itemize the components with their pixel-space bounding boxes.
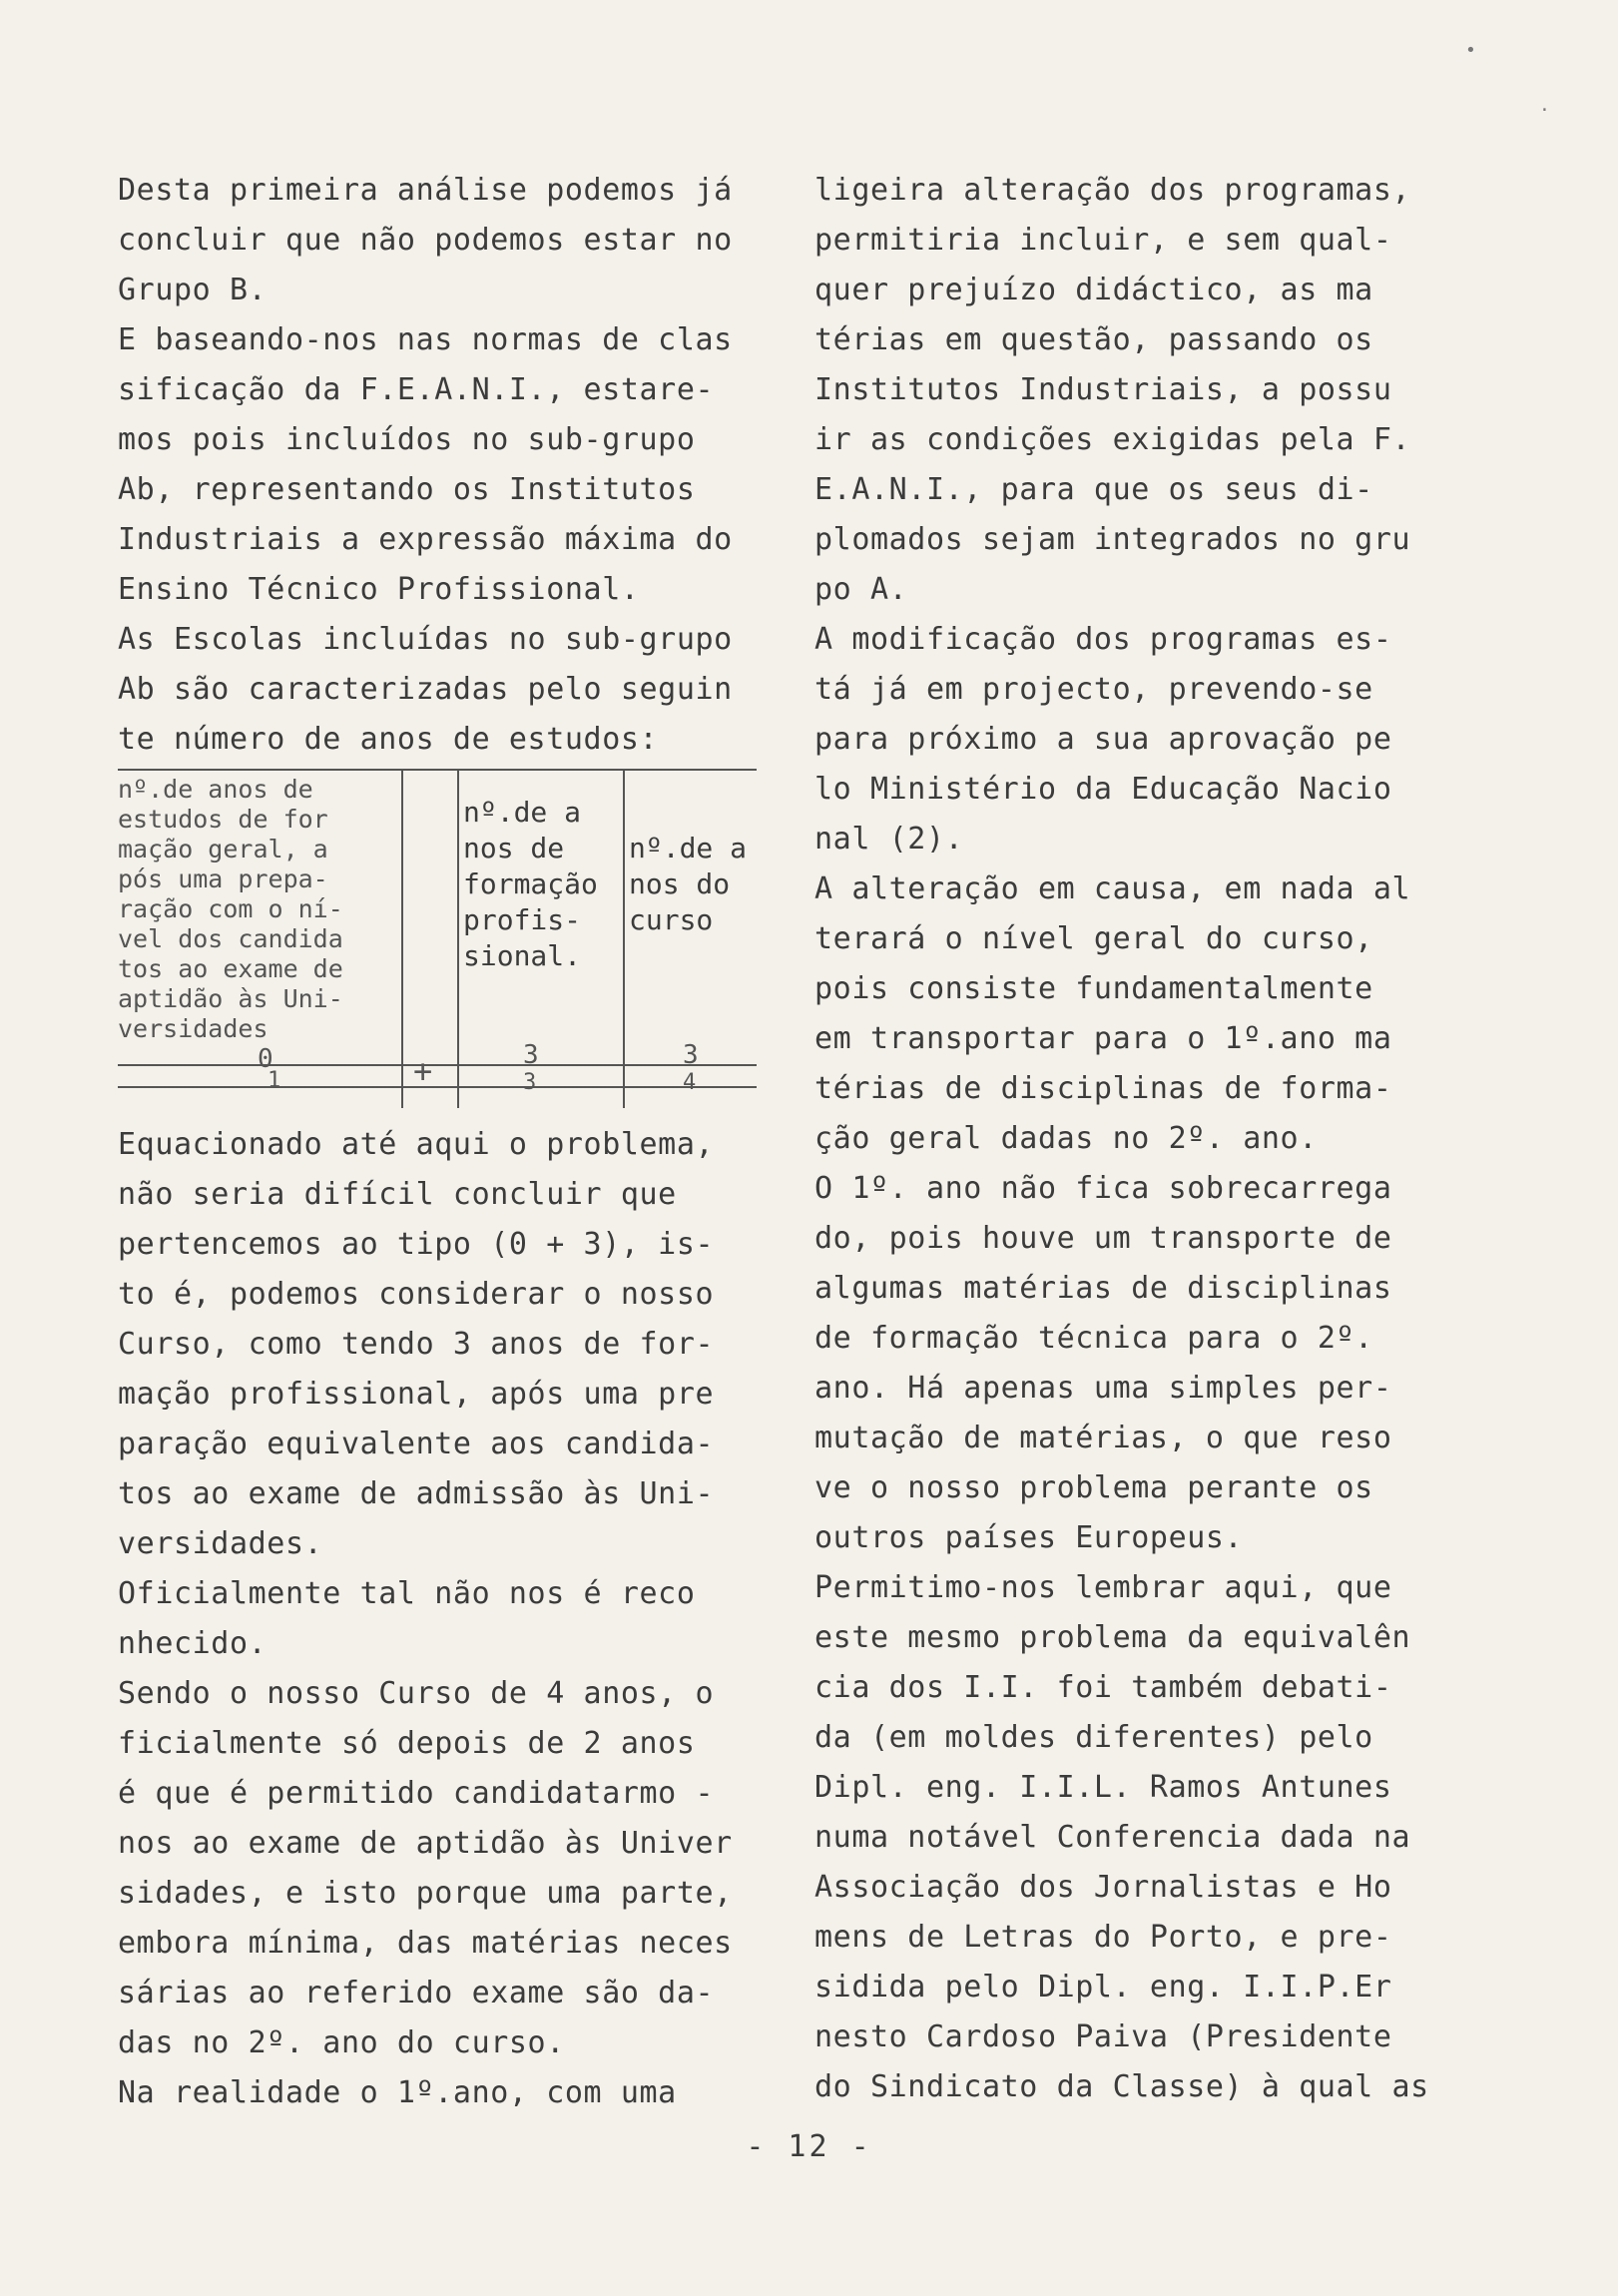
text-line: é que é permitido candidatarmo - [118, 1776, 715, 1811]
text-line: mação profissional, após uma pre [118, 1377, 715, 1412]
text-line: ficialmente só depois de 2 anos [118, 1726, 696, 1761]
text-line: E.A.N.I., para que os seus di- [814, 472, 1373, 507]
text-line: do, pois houve um transporte de [814, 1221, 1392, 1256]
text-line: paração equivalente aos candida- [118, 1427, 715, 1461]
text-line: mens de Letras do Porto, e pre- [814, 1920, 1392, 1955]
text-line: Institutos Industriais, a possu [814, 372, 1392, 407]
text-line: numa notável Conferencia dada na [814, 1820, 1411, 1855]
text-line: Ab, representando os Institutos [118, 472, 696, 507]
text-line: térias de disciplinas de forma- [814, 1071, 1392, 1106]
table-col-divider-1 [401, 769, 403, 1108]
text-line: tos ao exame de admissão às Uni- [118, 1476, 715, 1511]
text-line: outros países Europeus. [814, 1520, 1244, 1555]
right-column [814, 166, 1453, 2112]
text-line: mutação de matérias, o que reso [814, 1421, 1392, 1455]
text-line: lo Ministério da Educação Nacio [814, 772, 1392, 807]
text-line: ção geral dadas no 2º. ano. [814, 1121, 1318, 1156]
text-line: sárias ao referido exame são da- [118, 1976, 715, 2010]
table-cell-general-1: 1 [268, 1068, 281, 1093]
text-line: Curso, como tendo 3 anos de for- [118, 1327, 715, 1362]
table-cell-course-3: 3 [683, 1040, 699, 1070]
text-line: da (em moldes diferentes) pelo [814, 1720, 1373, 1755]
table-cell-professional-3b: 3 [523, 1070, 537, 1095]
table-header-professional-years: nº.de a nos de formação profis- sional. [463, 796, 598, 972]
text-line: mos pois incluídos no sub-grupo [118, 422, 696, 457]
text-line: ligeira alteração dos programas, [814, 173, 1411, 208]
text-line: Permitimo-nos lembrar aqui, que [814, 1570, 1392, 1605]
text-line: permitiria incluir, e sem qual- [814, 223, 1392, 258]
text-line: ve o nosso problema perante os [814, 1470, 1373, 1505]
study-years-table [118, 769, 782, 1114]
text-line: de formação técnica para o 2º. [814, 1321, 1373, 1356]
page-number: - 12 - [746, 2129, 872, 2164]
text-line: cia dos I.I. foi também debati- [814, 1670, 1392, 1705]
text-line: E baseando-nos nas normas de clas [118, 322, 733, 357]
table-col-divider-2 [457, 769, 459, 1108]
text-line: Industriais a expressão máxima do [118, 522, 733, 557]
text-line: nos ao exame de aptidão às Univer [118, 1826, 733, 1861]
text-line: para próximo a sua aprovação pe [814, 722, 1392, 757]
text-line: sidades, e isto porque uma parte, [118, 1876, 733, 1911]
text-line: A alteração em causa, em nada al [814, 871, 1411, 906]
left-paragraphs-bottom [118, 1120, 782, 2118]
text-line: terará o nível geral do curso, [814, 921, 1373, 956]
text-line: nal (2). [814, 822, 964, 857]
text-line: plomados sejam integrados no gru [814, 522, 1411, 557]
text-line: Grupo B. [118, 273, 268, 307]
table-row-rule-1 [118, 1064, 757, 1066]
text-line: em transportar para o 1º.ano ma [814, 1021, 1392, 1056]
left-paragraphs-top [118, 166, 782, 765]
text-line: térias em questão, passando os [814, 322, 1373, 357]
table-header-course-years: nº.de a nos do curso [629, 832, 748, 936]
text-line: versidades. [118, 1526, 323, 1561]
text-line: nhecido. [118, 1626, 268, 1661]
text-line: Associação dos Jornalistas e Ho [814, 1870, 1392, 1905]
text-line: algumas matérias de disciplinas [814, 1271, 1392, 1306]
text-line: pois consiste fundamentalmente [814, 971, 1373, 1006]
text-line: tá já em projecto, prevendo-se [814, 672, 1373, 707]
table-top-rule [118, 769, 757, 771]
text-line: ano. Há apenas uma simples per- [814, 1371, 1392, 1406]
table-cell-course-4: 4 [683, 1070, 697, 1095]
text-line: Sendo o nosso Curso de 4 anos, o [118, 1676, 715, 1711]
text-line: to é, podemos considerar o nosso [118, 1277, 715, 1312]
text-line: sidida pelo Dipl. eng. I.I.P.Er [814, 1970, 1392, 2005]
text-line: quer prejuízo didáctico, as ma [814, 273, 1373, 307]
table-cell-general-0: 0 [258, 1044, 273, 1074]
table-cell-professional-3: 3 [523, 1040, 539, 1070]
text-line: po A. [814, 572, 908, 607]
text-line: O 1º. ano não fica sobrecarrega [814, 1171, 1392, 1206]
text-line: ir as condições exigidas pela F. [814, 422, 1411, 457]
text-line: Desta primeira análise podemos já [118, 173, 733, 208]
text-line: este mesmo problema da equivalên [814, 1620, 1411, 1655]
text-line: concluir que não podemos estar no [118, 223, 733, 258]
text-line: A modificação dos programas es- [814, 622, 1392, 657]
ink-speck-1: • [1465, 40, 1476, 61]
text-line: Na realidade o 1º.ano, com uma [118, 2075, 677, 2110]
table-row-rule-2 [118, 1086, 757, 1088]
text-line: Ensino Técnico Profissional. [118, 572, 640, 607]
table-plus-sign: + [413, 1052, 433, 1090]
text-line: Ab são caracterizadas pelo seguin [118, 672, 733, 707]
text-line: das no 2º. ano do curso. [118, 2025, 565, 2060]
text-line: As Escolas incluídas no sub-grupo [118, 622, 733, 657]
text-line: nesto Cardoso Paiva (Presidente [814, 2019, 1392, 2054]
text-line: Equacionado até aqui o problema, [118, 1127, 715, 1162]
text-line: Oficialmente tal não nos é reco [118, 1576, 696, 1611]
text-line: pertencemos ao tipo (0 + 3), is- [118, 1227, 715, 1262]
text-line: embora mínima, das matérias neces [118, 1926, 733, 1961]
left-column [118, 166, 782, 2118]
table-col-divider-3 [623, 769, 625, 1108]
text-line: não seria difícil concluir que [118, 1177, 677, 1212]
ink-speck-2: · [1539, 100, 1550, 121]
text-line: sificação da F.E.A.N.I., estare- [118, 372, 715, 407]
table-header-general-years: nº.de anos de estudos de for mação geral, a pós uma prepa- ração com o ní- vel dos candida tos ao exame de aptidão às Uni- versidades [118, 775, 343, 1043]
text-line: Dipl. eng. I.I.L. Ramos Antunes [814, 1770, 1392, 1805]
text-line: te número de anos de estudos: [118, 722, 659, 757]
text-line: do Sindicato da Classe) à qual as [814, 2069, 1429, 2104]
